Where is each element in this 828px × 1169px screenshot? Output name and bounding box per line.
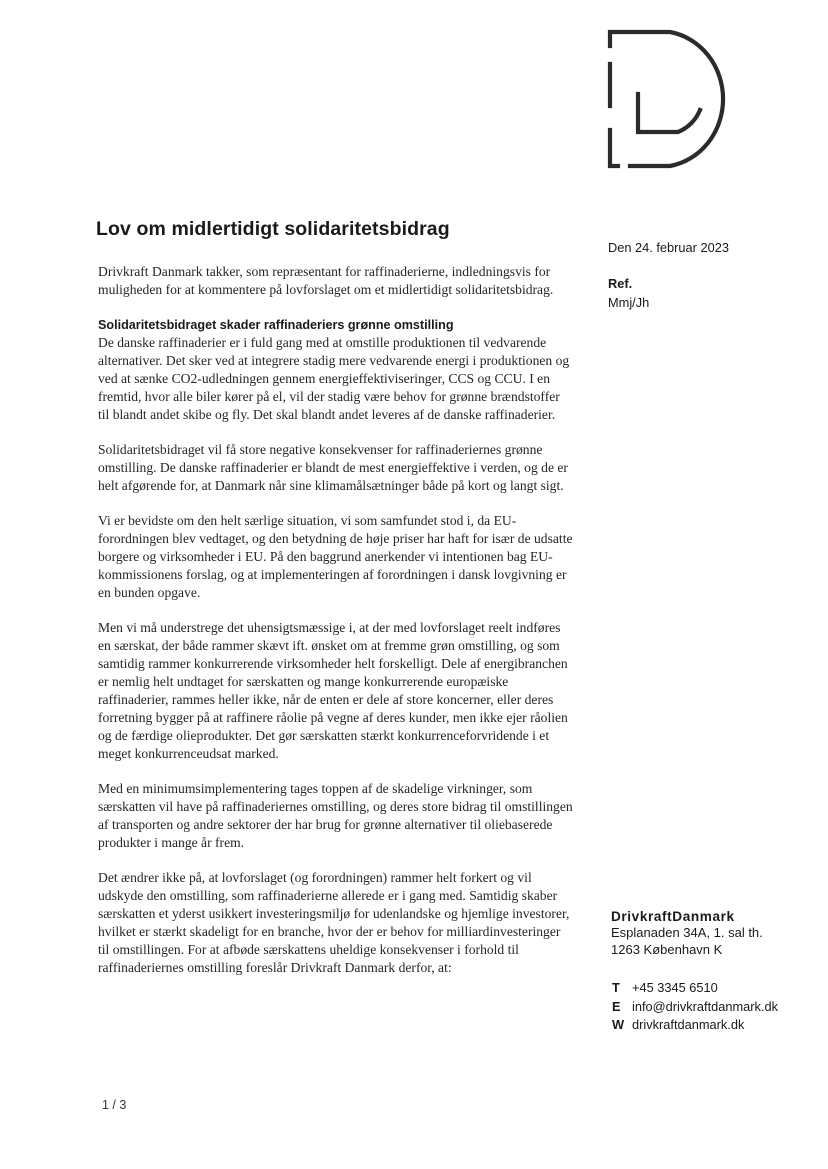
paragraph: Vi er bevidste om den helt særlige situation, vi som samfundet stod i, da EU-forordningen blev vedtaget, og den betydning de høje priser har haft for især de udsatte borgere og virksomheder i EU. På den baggrund anerkender vi intentionen bag EU-kommissionens forslag, og at implementeringen af forordningen i dansk lovgivning er en bunden opgave. <box>98 513 573 600</box>
paragraph: Drivkraft Danmark takker, som repræsentant for raffinaderierne, indledningsvis for muligheden for at kommentere på lovforslaget om et midlertidigt solidaritetsbidrag. <box>98 264 554 297</box>
phone-value: +45 3345 6510 <box>632 980 718 995</box>
sender-address-line1: Esplanaden 34A, 1. sal th. <box>611 925 763 940</box>
web-link[interactable]: drivkraftdanmark.dk <box>632 1017 745 1032</box>
contact-block <box>612 979 778 1035</box>
document-body <box>98 263 574 994</box>
sender-block <box>611 909 763 958</box>
document-date: Den 24. februar 2023 <box>608 240 729 255</box>
email-key: E <box>612 998 621 1014</box>
page-number: 1 / 3 <box>102 1098 127 1112</box>
paragraph: Solidaritetsbidraget vil få store negative konsekvenser for raffinaderiernes grønne omstilling. De danske raffinaderier er blandt de mest energieffektive i verden, og de er helt afgørende for, at Danmark når sine klimamålsætninger både på kort og langt sigt. <box>98 442 568 493</box>
drivkraft-d-logo-icon <box>604 26 740 172</box>
section-heading: Solidaritetsbidraget skader raffinaderiers grønne omstilling <box>98 318 454 332</box>
reference-label: Ref. <box>608 276 633 291</box>
web-key: W <box>612 1017 625 1032</box>
paragraph: Det ændrer ikke på, at lovforslaget (og forordningen) rammer helt forkert og vil udskyde den omstilling, som raffinaderierne allerede er i gang med. Samtidig skaber særskatten et yderst usikkert investeringsmiljø for udenlandske og hjemlige investorer, hvilket er stærkt skadeligt for en branche, hvor der er behov for milliardinvesteringer til omstillingen. For at afbøde særskattens uheldige konsekvenser i forhold til raffinaderiernes omstilling foreslår Drivkraft Danmark derfor, at: <box>98 870 570 975</box>
sender-name: DrivkraftDanmark <box>611 909 735 924</box>
contact-phone <box>612 979 778 998</box>
reference-value: Mmj/Jh <box>608 295 650 310</box>
contact-email <box>612 998 778 1017</box>
contact-web <box>612 1016 778 1035</box>
phone-key: T <box>612 980 620 995</box>
sender-address-line2: 1263 København K <box>611 942 723 957</box>
paragraph: Med en minimumsimplementering tages toppen af de skadelige virkninger, som særskatten vil have på raffinaderiernes omstilling, og deres store bidrag til omstillingen af transporten og andre sektorer der har brug for grønne alternativer til oliebaserede produkter i mange år frem. <box>98 781 573 850</box>
document-title: Lov om midlertidigt solidaritetsbidrag <box>96 218 450 240</box>
paragraph: De danske raffinaderier er i fuld gang med at omstille produktionen til vedvarende alternativer. Det sker ved at integrere stadig mere vedvarende energi i produktionen og ved at sænke CO2-udledningen gennem energieffektiviseringer, CCS og CCU. I en fremtid, hvor alle biler kører på el, vil der stadig være behov for grønne brændstoffer til blandt andet skibe og fly. Det skal blandt andet leveres af de danske raffinaderier. <box>98 335 570 422</box>
paragraph: Men vi må understrege det uhensigtsmæssige i, at der med lovforslaget reelt indføres en særskat, der både rammer skævt ift. ønsket om at fremme grøn omstilling, og som samtidig rammer konkurrerende virksomheder helt forskelligt. Dele af energibranchen er nemlig helt undtaget for særskatten og mange konkurrerende europæiske raffinaderier, rammes heller ikke, når de enten er dele af store koncerner, eller deres forretning bygger på at raffinere råolie på vegne af deres kunder, men ikke ejer råolien og de færdige olieprodukter. Det gør særskatten stærkt konkurrenceforvridende i et meget konkurrenceudsat marked. <box>98 620 568 761</box>
email-link[interactable]: info@drivkraftdanmark.dk <box>632 998 778 1014</box>
